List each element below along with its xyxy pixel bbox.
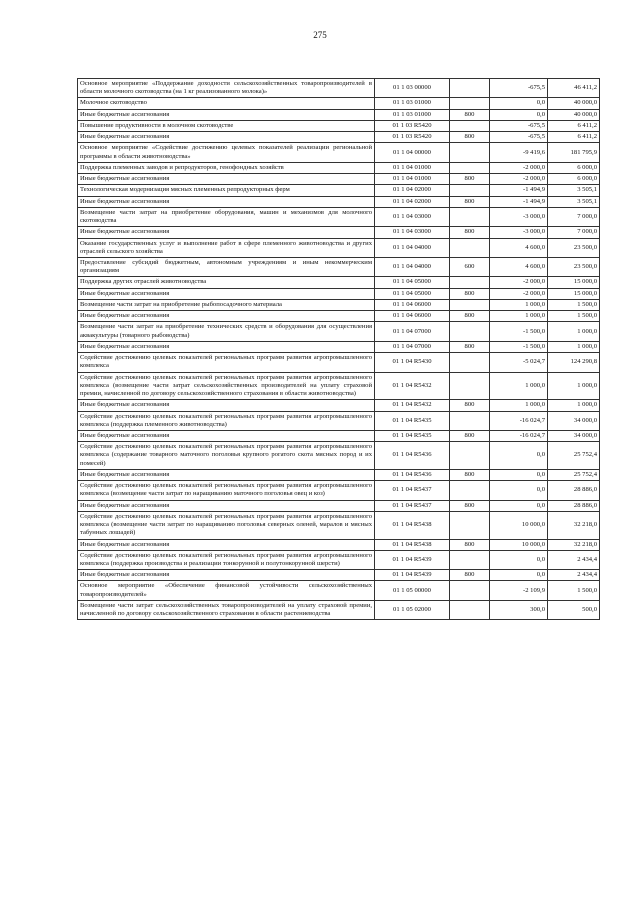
page-number: 275: [313, 30, 327, 40]
row-name: Иные бюджетные ассигнования: [78, 288, 375, 299]
table-row: [78, 570, 600, 581]
row-total: 6 000,0: [548, 162, 600, 173]
row-name: Поддержка других отраслей животноводства: [78, 277, 375, 288]
row-change: 4 600,0: [490, 238, 548, 257]
row-total: 124 290,8: [548, 353, 600, 372]
row-name: Иные бюджетные ассигнования: [78, 311, 375, 322]
row-expense-type: 800: [450, 288, 490, 299]
row-expense-type: [450, 162, 490, 173]
row-change: -3 000,0: [490, 227, 548, 238]
row-expense-type: 800: [450, 174, 490, 185]
table-row: [78, 500, 600, 511]
row-code: 01 1 04 03000: [375, 207, 450, 226]
row-change: -16 024,7: [490, 430, 548, 441]
budget-table-body: [78, 79, 600, 620]
row-change: 1 000,0: [490, 299, 548, 310]
row-code: 01 1 04 07000: [375, 341, 450, 352]
row-code: 01 1 04 02000: [375, 196, 450, 207]
row-expense-type: 800: [450, 570, 490, 581]
table-row: [78, 353, 600, 372]
row-total: 6 411,2: [548, 132, 600, 143]
row-total: 32 218,0: [548, 511, 600, 539]
row-expense-type: [450, 511, 490, 539]
row-code: 01 1 04 R5436: [375, 442, 450, 470]
row-name: Иные бюджетные ассигнования: [78, 132, 375, 143]
row-code: 01 1 04 02000: [375, 185, 450, 196]
table-row: [78, 469, 600, 480]
row-name: Иные бюджетные ассигнования: [78, 430, 375, 441]
table-row: [78, 550, 600, 569]
table-row: [78, 539, 600, 550]
row-name: Иные бюджетные ассигнования: [78, 500, 375, 511]
row-change: 1 000,0: [490, 311, 548, 322]
table-row: [78, 174, 600, 185]
row-change: -5 024,7: [490, 353, 548, 372]
row-change: 10 000,0: [490, 539, 548, 550]
row-total: 3 505,1: [548, 196, 600, 207]
row-change: 0,0: [490, 550, 548, 569]
row-name: Повышение продуктивности в молочном скотоводстве: [78, 120, 375, 131]
row-name: Содействие достижению целевых показателей региональных программ развития агропромышленного комплекса (содержание товарного маточного поголовья крупного рогатого скота мясных пород и их помесей): [78, 442, 375, 470]
row-expense-type: [450, 581, 490, 600]
row-total: 1 500,0: [548, 299, 600, 310]
row-change: 300,0: [490, 600, 548, 619]
row-change: 1 000,0: [490, 372, 548, 400]
row-expense-type: [450, 79, 490, 98]
row-expense-type: 800: [450, 500, 490, 511]
row-change: -3 000,0: [490, 207, 548, 226]
row-expense-type: [450, 299, 490, 310]
row-expense-type: 800: [450, 400, 490, 411]
row-total: 25 752,4: [548, 442, 600, 470]
table-row: [78, 227, 600, 238]
row-total: 40 000,0: [548, 109, 600, 120]
row-total: 46 411,2: [548, 79, 600, 98]
table-row: [78, 341, 600, 352]
row-total: 40 000,0: [548, 98, 600, 109]
row-name: Содействие достижению целевых показателей региональных программ развития агропромышленного комплекса (возмещение части затрат сельскохозяйственных производителей на уплату страховой премии, начисленной по договору сельскохозяйственного страхования в области животноводства): [78, 372, 375, 400]
budget-table: [77, 78, 600, 620]
row-expense-type: [450, 442, 490, 470]
row-change: -1 500,0: [490, 322, 548, 341]
row-expense-type: 800: [450, 109, 490, 120]
row-code: 01 1 04 03000: [375, 227, 450, 238]
row-total: 15 000,0: [548, 288, 600, 299]
row-expense-type: 800: [450, 430, 490, 441]
table-row: [78, 79, 600, 98]
row-code: 01 1 04 06000: [375, 311, 450, 322]
row-code: 01 1 04 R5430: [375, 353, 450, 372]
row-expense-type: 800: [450, 469, 490, 480]
row-total: 32 218,0: [548, 539, 600, 550]
row-total: 15 000,0: [548, 277, 600, 288]
row-total: 1 000,0: [548, 400, 600, 411]
row-total: 2 434,4: [548, 570, 600, 581]
row-total: 1 500,0: [548, 311, 600, 322]
row-change: -2 000,0: [490, 174, 548, 185]
row-total: 500,0: [548, 600, 600, 619]
row-change: 0,0: [490, 109, 548, 120]
row-name: Содействие достижению целевых показателей региональных программ развития агропромышленного комплекса: [78, 353, 375, 372]
row-change: 0,0: [490, 481, 548, 500]
table-row: [78, 430, 600, 441]
row-code: 01 1 03 R5420: [375, 132, 450, 143]
row-change: 1 000,0: [490, 400, 548, 411]
row-code: 01 1 04 R5432: [375, 400, 450, 411]
row-total: 7 000,0: [548, 207, 600, 226]
row-code: 01 1 04 04000: [375, 238, 450, 257]
row-name: Иные бюджетные ассигнования: [78, 227, 375, 238]
row-code: 01 1 04 R5435: [375, 411, 450, 430]
table-row: [78, 185, 600, 196]
row-expense-type: [450, 322, 490, 341]
table-row: [78, 600, 600, 619]
row-name: Возмещение части затрат на приобретение рыбопосадочного материала: [78, 299, 375, 310]
row-name: Возмещение части затрат на приобретение оборудования, машин и механизмов для молочного скотоводства: [78, 207, 375, 226]
row-expense-type: [450, 143, 490, 162]
row-expense-type: [450, 372, 490, 400]
row-code: 01 1 04 06000: [375, 299, 450, 310]
row-code: 01 1 04 R5435: [375, 430, 450, 441]
row-code: 01 1 04 00000: [375, 143, 450, 162]
row-name: Поддержка племенных заводов и репродукторов, генофондных хозяйств: [78, 162, 375, 173]
row-total: 1 000,0: [548, 322, 600, 341]
row-code: 01 1 04 R5438: [375, 539, 450, 550]
table-row: [78, 257, 600, 276]
row-total: 2 434,4: [548, 550, 600, 569]
row-total: 1 000,0: [548, 341, 600, 352]
row-name: Основное мероприятие «Обеспечение финансовой устойчивости сельскохозяйственных товаропроизводителей»: [78, 581, 375, 600]
table-row: [78, 411, 600, 430]
row-total: 23 500,0: [548, 257, 600, 276]
row-expense-type: [450, 411, 490, 430]
row-change: -1 494,9: [490, 196, 548, 207]
row-expense-type: 800: [450, 539, 490, 550]
row-expense-type: 600: [450, 257, 490, 276]
row-total: 28 886,0: [548, 481, 600, 500]
row-expense-type: [450, 98, 490, 109]
row-code: 01 1 05 00000: [375, 581, 450, 600]
row-expense-type: [450, 600, 490, 619]
row-name: Иные бюджетные ассигнования: [78, 469, 375, 480]
row-name: Содействие достижению целевых показателей региональных программ развития агропромышленного комплекса (возмещение части затрат по наращиванию маточного поголовья овец и коз): [78, 481, 375, 500]
row-total: 34 000,0: [548, 411, 600, 430]
table-row: [78, 98, 600, 109]
row-name: Основное мероприятие «Поддержание доходности сельскохозяйственных товаропроизводителей в области молочного скотоводства (на 1 кг реализованного молока)»: [78, 79, 375, 98]
row-name: Иные бюджетные ассигнования: [78, 539, 375, 550]
table-row: [78, 132, 600, 143]
row-total: 7 000,0: [548, 227, 600, 238]
row-expense-type: [450, 207, 490, 226]
table-row: [78, 120, 600, 131]
row-change: -675,5: [490, 79, 548, 98]
row-code: 01 1 04 05000: [375, 288, 450, 299]
table-row: [78, 109, 600, 120]
row-change: -1 494,9: [490, 185, 548, 196]
row-name: Возмещение части затрат на приобретение технических средств и оборудования для осуществления аквакультуры (товарного рыбоводства): [78, 322, 375, 341]
row-change: 0,0: [490, 469, 548, 480]
row-change: -2 000,0: [490, 162, 548, 173]
row-expense-type: [450, 238, 490, 257]
row-change: -2 109,9: [490, 581, 548, 600]
row-total: 6 000,0: [548, 174, 600, 185]
table-row: [78, 322, 600, 341]
table-row: [78, 207, 600, 226]
row-total: 6 411,2: [548, 120, 600, 131]
row-name: Предоставление субсидий бюджетным, автономным учреждениям и иным некоммерческим организациям: [78, 257, 375, 276]
table-row: [78, 299, 600, 310]
row-code: 01 1 04 R5436: [375, 469, 450, 480]
row-code: 01 1 03 00000: [375, 79, 450, 98]
row-name: Молочное скотоводство: [78, 98, 375, 109]
table-row: [78, 277, 600, 288]
row-total: 3 505,1: [548, 185, 600, 196]
row-name: Содействие достижению целевых показателей региональных программ развития агропромышленного комплекса (возмещение части затрат по наращиванию поголовья северных оленей, маралов и мясных табунных лошадей): [78, 511, 375, 539]
table-row: [78, 238, 600, 257]
row-code: 01 1 04 R5437: [375, 500, 450, 511]
row-change: -16 024,7: [490, 411, 548, 430]
row-change: 0,0: [490, 98, 548, 109]
table-row: [78, 162, 600, 173]
table-row: [78, 442, 600, 470]
row-name: Иные бюджетные ассигнования: [78, 109, 375, 120]
row-code: 01 1 03 R5420: [375, 120, 450, 131]
row-expense-type: [450, 120, 490, 131]
row-code: 01 1 04 R5432: [375, 372, 450, 400]
row-change: 10 000,0: [490, 511, 548, 539]
row-change: 0,0: [490, 570, 548, 581]
row-expense-type: 800: [450, 227, 490, 238]
table-row: [78, 196, 600, 207]
row-name: Иные бюджетные ассигнования: [78, 570, 375, 581]
table-row: [78, 143, 600, 162]
row-change: -675,5: [490, 132, 548, 143]
row-expense-type: 800: [450, 132, 490, 143]
row-code: 01 1 04 01000: [375, 162, 450, 173]
table-row: [78, 372, 600, 400]
row-name: Содействие достижению целевых показателей региональных программ развития агропромышленного комплекса (поддержка племенного животноводства): [78, 411, 375, 430]
table-row: [78, 288, 600, 299]
row-name: Технологическая модернизация мясных племенных репродукторных ферм: [78, 185, 375, 196]
row-code: 01 1 04 R5438: [375, 511, 450, 539]
row-code: 01 1 04 04000: [375, 257, 450, 276]
row-name: Иные бюджетные ассигнования: [78, 341, 375, 352]
row-total: 1 000,0: [548, 372, 600, 400]
row-total: 181 795,9: [548, 143, 600, 162]
row-change: -675,5: [490, 120, 548, 131]
row-code: 01 1 04 R5439: [375, 550, 450, 569]
row-code: 01 1 05 02000: [375, 600, 450, 619]
row-expense-type: 800: [450, 311, 490, 322]
table-row: [78, 400, 600, 411]
row-change: 0,0: [490, 442, 548, 470]
row-code: 01 1 03 01000: [375, 109, 450, 120]
row-name: Содействие достижению целевых показателей региональных программ развития агропромышленного комплекса (поддержка производства и реализации тонкорунной и полутонкорунной шерсти): [78, 550, 375, 569]
row-change: -1 500,0: [490, 341, 548, 352]
row-code: 01 1 04 05000: [375, 277, 450, 288]
row-change: -2 000,0: [490, 277, 548, 288]
row-code: 01 1 04 R5437: [375, 481, 450, 500]
row-name: Оказание государственных услуг и выполнение работ в сфере племенного животноводства и других отраслей сельского хозяйства: [78, 238, 375, 257]
row-code: 01 1 04 07000: [375, 322, 450, 341]
row-expense-type: [450, 277, 490, 288]
row-name: Иные бюджетные ассигнования: [78, 196, 375, 207]
row-expense-type: [450, 353, 490, 372]
row-total: 23 500,0: [548, 238, 600, 257]
table-row: [78, 311, 600, 322]
row-change: -2 000,0: [490, 288, 548, 299]
row-change: 4 600,0: [490, 257, 548, 276]
row-name: Иные бюджетные ассигнования: [78, 400, 375, 411]
row-code: 01 1 04 01000: [375, 174, 450, 185]
row-expense-type: [450, 550, 490, 569]
row-name: Иные бюджетные ассигнования: [78, 174, 375, 185]
table-row: [78, 481, 600, 500]
row-change: -9 419,6: [490, 143, 548, 162]
table-row: [78, 511, 600, 539]
row-total: 34 000,0: [548, 430, 600, 441]
row-expense-type: [450, 481, 490, 500]
row-total: 25 752,4: [548, 469, 600, 480]
row-name: Возмещение части затрат сельскохозяйственных товаропроизводителей на уплату страховой премии, начисленной по договору сельскохозяйственного страхования в области растениеводства: [78, 600, 375, 619]
row-expense-type: 800: [450, 196, 490, 207]
row-code: 01 1 04 R5439: [375, 570, 450, 581]
table-row: [78, 581, 600, 600]
row-code: 01 1 03 01000: [375, 98, 450, 109]
row-total: 1 500,0: [548, 581, 600, 600]
row-total: 28 886,0: [548, 500, 600, 511]
row-expense-type: [450, 185, 490, 196]
row-name: Основное мероприятие «Содействие достижению целевых показателей реализации региональной программы в области животноводства»: [78, 143, 375, 162]
row-expense-type: 800: [450, 341, 490, 352]
row-change: 0,0: [490, 500, 548, 511]
